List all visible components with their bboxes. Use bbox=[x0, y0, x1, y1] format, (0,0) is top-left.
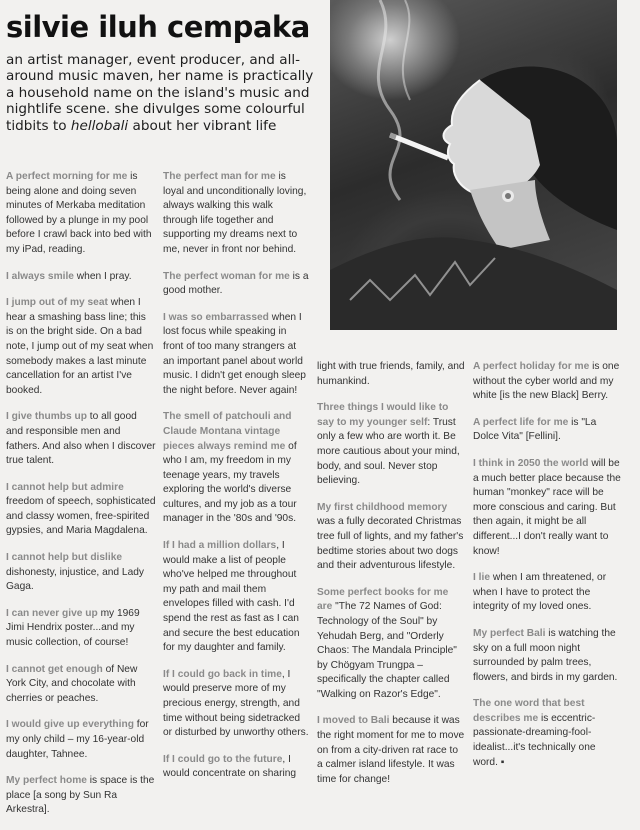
answer-text: light with true friends, family, and humankind. bbox=[317, 361, 465, 387]
qa-paragraph bbox=[6, 607, 156, 651]
page-title: silvie iluh cempaka bbox=[6, 10, 310, 44]
qa-paragraph bbox=[317, 401, 465, 489]
question-lead: I moved to Bali bbox=[317, 715, 390, 727]
column-3 bbox=[317, 360, 465, 799]
qa-paragraph bbox=[473, 627, 621, 685]
question-lead: If I had a million dollars bbox=[163, 540, 277, 552]
answer-text: when I am threatened, or when I have to protect the integrity of my loved ones. bbox=[473, 572, 607, 613]
question-lead: A perfect morning for me bbox=[6, 171, 128, 182]
qa-paragraph bbox=[163, 668, 309, 741]
question-lead: Three things I would like to say to my younger self bbox=[317, 402, 449, 428]
qa-paragraph bbox=[317, 501, 465, 574]
question-lead: I lie bbox=[473, 572, 490, 584]
qa-paragraph bbox=[163, 753, 309, 782]
intro-text: an artist manager, event producer, and all-around music maven, her name is practically a household name on the island's music and nightlife scene. she divulges some colourful tidbits to bbox=[6, 52, 314, 134]
question-lead: I was so embarrassed bbox=[163, 311, 269, 323]
question-lead: If I could go to the future bbox=[163, 753, 283, 765]
column-1 bbox=[6, 170, 156, 830]
answer-text: , I would preserve more of my precious energy, strength, and time without being sidetracked or disturbed by unworthy others. bbox=[163, 668, 309, 739]
answer-text: when I lost focus while speaking in front of too many strangers at an important panel about world music. I didn't get enough sleep the night before. Never again! bbox=[163, 311, 306, 396]
qa-paragraph bbox=[163, 311, 309, 399]
qa-paragraph bbox=[473, 571, 621, 615]
answer-text: is space is the place [a song by Sun Ra Arkestra]. bbox=[6, 775, 155, 816]
answer-text: will be a much better place because the human "monkey" race will be more conscious and caring. But then again, it might be all different...I don't really want to know! bbox=[473, 457, 621, 557]
question-lead: I cannot get enough bbox=[6, 663, 103, 675]
qa-paragraph bbox=[163, 539, 309, 656]
question-lead: The perfect man for me bbox=[163, 171, 276, 182]
question-lead: A perfect life for me bbox=[473, 416, 569, 428]
answer-text: : Trust only a few who are worth it. Be more cautious about your mind, body, and soul. Never stop believing. bbox=[317, 416, 460, 487]
answer-text: was a fully decorated Christmas tree full of lights, and my father's bedtime stories about two dogs and their adventurous lifestyle. bbox=[317, 516, 464, 572]
qa-paragraph bbox=[6, 270, 156, 285]
qa-paragraph bbox=[317, 586, 465, 703]
question-lead: If I could go back in time bbox=[163, 668, 282, 680]
qa-paragraph bbox=[163, 170, 309, 258]
column-2 bbox=[163, 170, 309, 794]
question-lead: My perfect home bbox=[6, 775, 87, 787]
column-4 bbox=[473, 360, 621, 782]
qa-paragraph bbox=[317, 714, 465, 787]
qa-paragraph bbox=[473, 697, 621, 770]
intro-paragraph bbox=[6, 52, 324, 134]
question-lead: I would give up everything bbox=[6, 719, 134, 731]
question-lead: I cannot help but admire bbox=[6, 481, 124, 493]
question-lead: A perfect holiday for me bbox=[473, 361, 590, 372]
answer-text: of New York City, and chocolate with cherries or peaches. bbox=[6, 663, 138, 704]
qa-paragraph bbox=[163, 270, 309, 299]
question-lead: The one word that best describes me bbox=[473, 698, 585, 724]
qa-paragraph bbox=[6, 481, 156, 539]
question-lead: My first childhood memory bbox=[317, 501, 448, 513]
answer-text: because it was the right moment for me to move on from a city-driven rat race to a calmer island lifestyle. It was time for change! bbox=[317, 715, 465, 785]
answer-text: for my only child – my 16-year-old daughter, Tahnee. bbox=[6, 719, 149, 760]
question-lead: I give thumbs up bbox=[6, 411, 87, 423]
answer-text: dishonesty, injustice, and Lady Gaga. bbox=[6, 566, 144, 593]
qa-paragraph bbox=[163, 410, 309, 527]
qa-paragraph bbox=[317, 360, 465, 389]
answer-text: is a good mother. bbox=[163, 270, 309, 297]
qa-paragraph bbox=[473, 457, 621, 559]
question-lead: I can never give up bbox=[6, 607, 98, 619]
question-lead: My perfect Bali bbox=[473, 627, 546, 639]
question-lead: Some perfect books for me are bbox=[317, 586, 449, 613]
qa-paragraph bbox=[6, 718, 156, 762]
publication-name: hellobali bbox=[70, 117, 129, 134]
answer-text: "The 72 Names of God: Technology of the Soul" by Yehudah Berg, and "Orderly Chaos: The Mandala Principle" by Chögyam Trungpa – specifically the chapter called "Walking on Razor's Edge". bbox=[317, 601, 457, 700]
answer-text: , I would concentrate on sharing bbox=[163, 753, 297, 780]
answer-text: is "La Dolce Vita" [Fellini]. bbox=[473, 416, 597, 443]
intro-text-end: about her vibrant life bbox=[128, 117, 277, 134]
qa-paragraph bbox=[6, 410, 156, 468]
question-lead: I jump out of my seat bbox=[6, 297, 108, 309]
question-lead: The smell of patchouli and Claude Montana vintage pieces always remind me bbox=[163, 411, 292, 452]
answer-text: , I would make a list of people who've helped me throughout my path and mail them envelopes filled with cash. I'd spend the rest as fast as I can and secure the best education for my daughter and family. bbox=[163, 540, 300, 654]
answer-text: when I hear a smashing bass line; this is on the bright side. On a bad note, I jump out of my seat when somebody makes a last minute cancellation for an artist I've booked. bbox=[6, 297, 154, 396]
answer-text: my 1969 Jimi Hendrix poster...and my music collection, of course! bbox=[6, 607, 140, 649]
answer-text: to all good and responsible men and fathers. And also when I discover true talent. bbox=[6, 411, 156, 467]
answer-text: is loyal and unconditionally loving, always walking this walk through life together and supporting my dreams next to me, never in front nor behind. bbox=[163, 171, 307, 255]
question-lead: I think in 2050 the world bbox=[473, 457, 589, 469]
qa-paragraph bbox=[6, 663, 156, 707]
qa-paragraph bbox=[6, 551, 156, 595]
qa-paragraph bbox=[6, 170, 156, 258]
question-lead: I cannot help but dislike bbox=[6, 552, 123, 564]
answer-text: is one without the cyber world and my white [is the new Black] Berry. bbox=[473, 361, 620, 402]
answer-text: when I pray. bbox=[73, 270, 132, 282]
qa-paragraph bbox=[473, 416, 621, 445]
answer-text: is watching the sky on a full moon night surrounded by palm trees, flowers, and birds in my garden. bbox=[473, 627, 618, 683]
qa-paragraph bbox=[473, 360, 621, 404]
question-lead: The perfect woman for me bbox=[163, 270, 290, 282]
qa-paragraph bbox=[6, 774, 156, 818]
answer-text: of who I am, my freedom in my teenage years, my travels exploring the world's diverse cultures, and my job as a tour manager in the '80s and '90s. bbox=[163, 440, 297, 525]
answer-text: is eccentric-passionate-dreaming-fool-idealist...it's technically one word. ▪ bbox=[473, 712, 596, 768]
answer-text: freedom of speech, sophisticated and classy women, free-spirited gypsies, and Maria Magdalena. bbox=[6, 496, 156, 537]
qa-paragraph bbox=[6, 296, 156, 398]
question-lead: I always smile bbox=[6, 270, 74, 282]
answer-text: is being alone and doing seven minutes of Merkaba meditation followed by a plunge in my pool before I crawl back into bed with my iPad, reading. bbox=[6, 171, 152, 255]
portrait-photo bbox=[330, 0, 617, 330]
